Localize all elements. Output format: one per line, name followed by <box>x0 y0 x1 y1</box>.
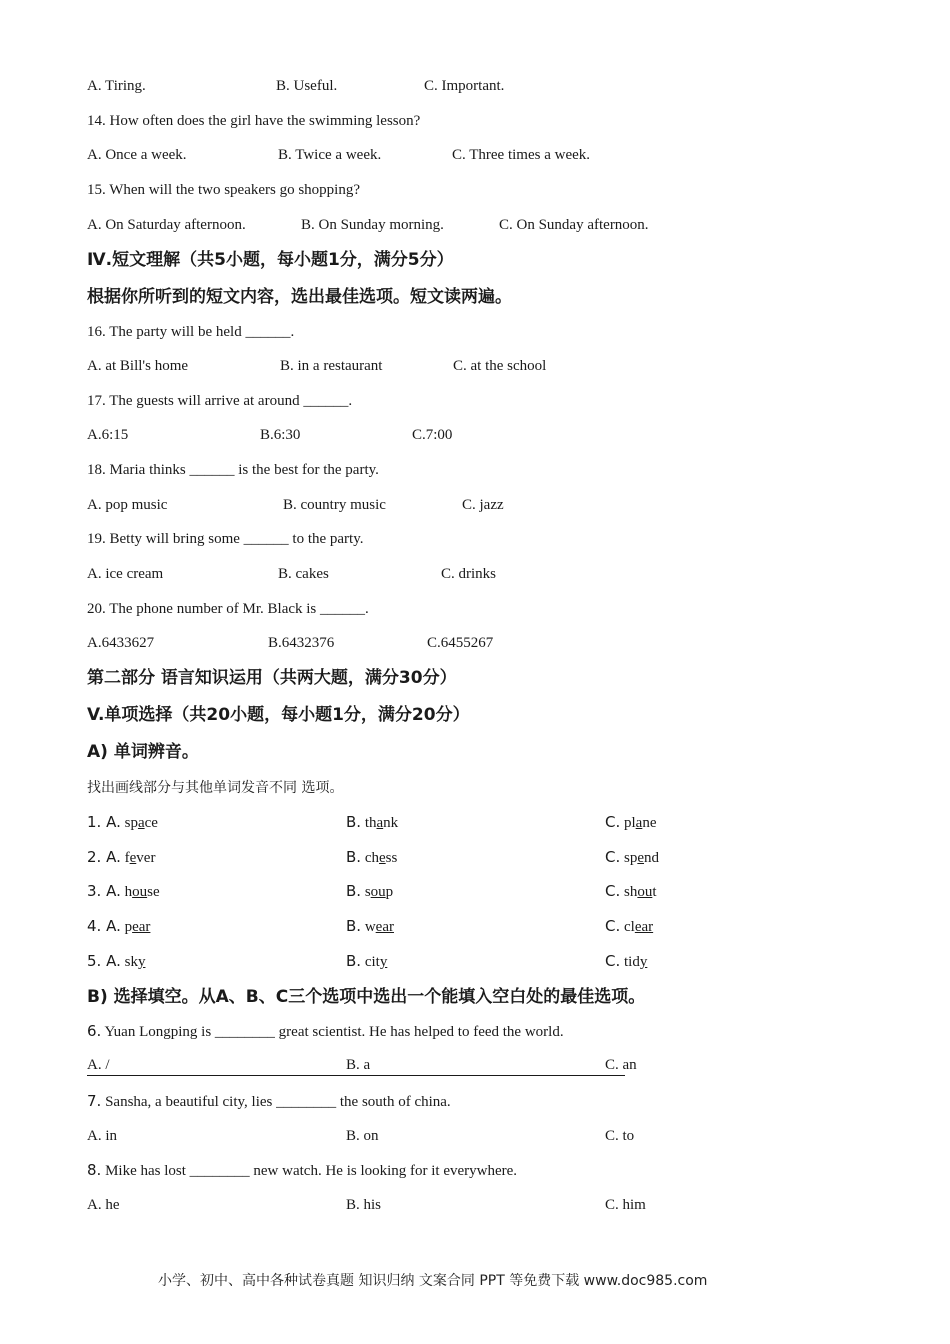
underlined-letters: ear <box>375 919 394 935</box>
part4-title: Ⅳ.短文理解（共5小题，每小题1分，满分5分） <box>87 250 454 270</box>
q14-option-a: A. Once a week. <box>87 147 187 163</box>
phonics-4-option-c <box>605 916 653 937</box>
option-label: 4. A. <box>87 917 121 935</box>
phonics-4-option-b <box>346 916 394 937</box>
phonics-2-option-a <box>87 847 155 868</box>
q8-option-c: C. him <box>605 1197 646 1213</box>
option-label: 1. A. <box>87 813 121 831</box>
underlined-letters: a <box>376 815 384 831</box>
q8-stem: Mike has lost ________ new watch. He is looking for it everywhere. <box>101 1163 518 1179</box>
part5-title: V.单项选择（共20小题，每小题1分，满分20分） <box>87 705 470 725</box>
phonics-1-option-b <box>346 812 398 833</box>
part4-instruction: 根据你所听到的短文内容，选出最佳选项。短文读两遍。 <box>87 287 512 307</box>
word-part: sh <box>624 884 638 900</box>
q16-option-b: B. in a restaurant <box>280 358 383 374</box>
word-part: p <box>124 919 133 935</box>
q6-options-row <box>87 1056 637 1076</box>
q6-option-c: C. an <box>605 1057 637 1073</box>
option-label: B. <box>346 952 362 970</box>
word-part: f <box>124 850 130 866</box>
q15-option-b: B. On Sunday morning. <box>301 217 444 233</box>
option-label: B. <box>346 848 362 866</box>
q20-stem: 20. The phone number of Mr. Black is ______. <box>87 601 369 617</box>
q6-number: 6. <box>87 1022 102 1040</box>
q13-option-b: B. Useful. <box>276 78 338 94</box>
q19-stem: 19. Betty will bring some ______ to the party. <box>87 531 364 547</box>
q20-option-c: C.6455267 <box>427 635 494 651</box>
q14-option-b: B. Twice a week. <box>278 147 382 163</box>
phonics-1-option-a <box>87 812 158 833</box>
phonics-5-option-b <box>346 951 387 972</box>
q18-option-a: A. pop music <box>87 497 168 513</box>
part5-instruction-a: 找出画线部分与其他单词发音不同 选项。 <box>87 780 344 796</box>
q15-option-a: A. On Saturday afternoon. <box>87 217 246 233</box>
q17-option-b: B.6:30 <box>260 427 301 443</box>
word-part: ss <box>385 850 398 866</box>
q20-option-a: A.6433627 <box>87 635 155 651</box>
part5-sub-b: B) 选择填空。从A、B、C三个选项中选出一个能填入空白处的最佳选项。 <box>87 987 646 1007</box>
word-part: p <box>385 884 394 900</box>
phonics-2-option-b <box>346 847 397 868</box>
word-part: w <box>364 919 376 935</box>
option-label: 2. A. <box>87 848 121 866</box>
q6-stem-line <box>87 1021 564 1042</box>
q19-option-a: A. ice cream <box>87 566 164 582</box>
q17-option-a: A.6:15 <box>87 427 129 443</box>
underlined-letters: ear <box>634 919 654 935</box>
option-label: C. <box>605 882 621 900</box>
q13-option-a: A. Tiring. <box>87 78 146 94</box>
q6-option-a: A. / <box>87 1057 110 1073</box>
q7-option-a: A. in <box>87 1128 117 1144</box>
word-part: sp <box>624 850 638 866</box>
q8-option-a: A. he <box>87 1197 120 1213</box>
q8-option-b: B. his <box>346 1197 382 1213</box>
underlined-letters: ou <box>132 884 148 900</box>
q8-number: 8. <box>87 1161 102 1179</box>
page-footer: 小学、初中、高中各种试卷真题 知识归纳 文案合同 PPT 等免费下载 www.doc985.com <box>158 1273 708 1289</box>
underlined-letters: a <box>635 815 643 831</box>
q6-option-b: B. a <box>346 1057 371 1073</box>
word-part: nd <box>644 850 660 866</box>
phonics-2-option-c <box>605 847 659 868</box>
q17-stem: 17. The guests will arrive at around ______. <box>87 393 353 409</box>
q16-option-c: C. at the school <box>453 358 547 374</box>
option-label: 3. A. <box>87 882 121 900</box>
q7-option-c: C. to <box>605 1128 635 1144</box>
option-label: C. <box>605 813 621 831</box>
underlined-letters: e <box>129 850 137 866</box>
word-part: t <box>652 884 657 900</box>
underlined-letters: ear <box>132 919 151 935</box>
word-part: sk <box>124 954 138 970</box>
underlined-letters: e <box>637 850 645 866</box>
part5-sub-a: A) 单词辨音。 <box>87 742 199 762</box>
word-part: h <box>124 884 133 900</box>
phonics-5-option-c <box>605 951 647 972</box>
q16-option-a: A. at Bill's home <box>87 358 189 374</box>
q15-option-c: C. On Sunday afternoon. <box>499 217 649 233</box>
option-label: B. <box>346 917 362 935</box>
option-label: C. <box>605 848 621 866</box>
underlined-letters: y <box>379 954 388 970</box>
phonics-3-option-c <box>605 881 657 902</box>
underlined-letters: y <box>137 954 146 970</box>
phonics-3-option-b <box>346 881 393 902</box>
q18-option-b: B. country music <box>283 497 386 513</box>
q7-stem-line <box>87 1091 451 1112</box>
q14-stem: 14. How often does the girl have the swimming lesson? <box>87 113 421 129</box>
option-label: C. <box>605 952 621 970</box>
option-label: 5. A. <box>87 952 121 970</box>
option-label: C. <box>605 917 621 935</box>
phonics-1-option-c <box>605 812 657 833</box>
q15-stem: 15. When will the two speakers go shopping? <box>87 182 361 198</box>
word-part: th <box>364 815 377 831</box>
phonics-3-option-a <box>87 881 160 902</box>
word-part: cit <box>364 954 380 970</box>
word-part: ch <box>364 850 379 866</box>
word-part: nk <box>383 815 399 831</box>
word-part: ce <box>144 815 158 831</box>
q7-number: 7. <box>87 1092 102 1110</box>
q13-option-c: C. Important. <box>424 78 505 94</box>
option-label: B. <box>346 882 362 900</box>
q16-stem: 16. The party will be held ______. <box>87 324 295 340</box>
underlined-letters: a <box>137 815 145 831</box>
word-part: pl <box>624 815 636 831</box>
q20-option-b: B.6432376 <box>268 635 335 651</box>
underlined-letters: ou <box>370 884 386 900</box>
word-part: tid <box>624 954 640 970</box>
q19-option-b: B. cakes <box>278 566 329 582</box>
word-part: ver <box>136 850 156 866</box>
underlined-letters: e <box>378 850 386 866</box>
word-part: ne <box>642 815 657 831</box>
q6-stem: Yuan Longping is ________ great scientist. He has helped to feed the world. <box>101 1024 564 1040</box>
q7-option-b: B. on <box>346 1128 379 1144</box>
q7-stem: Sansha, a beautiful city, lies ________ the south of china. <box>101 1094 451 1110</box>
word-part: cl <box>624 919 635 935</box>
q19-option-c: C. drinks <box>441 566 497 582</box>
q8-stem-line <box>87 1160 517 1181</box>
word-part: s <box>364 884 371 900</box>
underlined-letters: ou <box>637 884 653 900</box>
option-label: B. <box>346 813 362 831</box>
q18-stem: 18. Maria thinks ______ is the best for the party. <box>87 462 379 478</box>
q18-option-c: C. jazz <box>462 497 504 513</box>
underlined-letters: y <box>639 954 648 970</box>
q14-option-c: C. Three times a week. <box>452 147 591 163</box>
word-part: sp <box>124 815 138 831</box>
phonics-4-option-a <box>87 916 150 937</box>
word-part: se <box>147 884 160 900</box>
phonics-5-option-a <box>87 951 145 972</box>
part2-title: 第二部分 语言知识运用（共两大题，满分30分） <box>87 668 457 688</box>
q17-option-c: C.7:00 <box>412 427 453 443</box>
